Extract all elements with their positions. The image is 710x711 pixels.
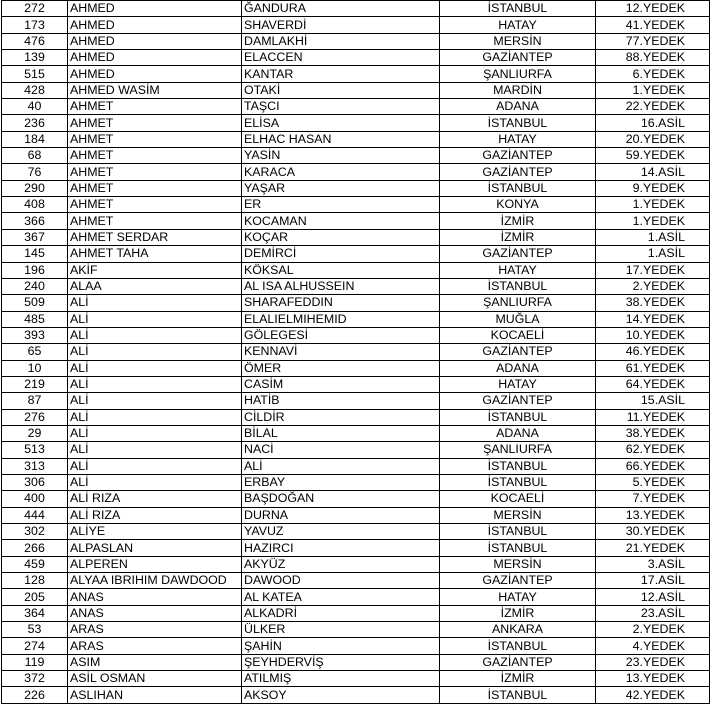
- surname-cell: ELİSA: [242, 115, 440, 131]
- result-cell: 5.YEDEK: [596, 474, 710, 490]
- city-cell: İZMİR: [440, 229, 596, 245]
- table-row: [2, 213, 710, 229]
- first-name-cell: ASİL OSMAN: [68, 671, 242, 687]
- table-row: [2, 425, 710, 441]
- first-name-cell: ALAA: [68, 278, 242, 294]
- applicant-number-cell: 372: [2, 671, 68, 687]
- surname-cell: SHAVERDİ: [242, 17, 440, 33]
- first-name-cell: AHMET: [68, 131, 242, 147]
- applicant-number-cell: 459: [2, 556, 68, 572]
- table-row: [2, 556, 710, 572]
- surname-cell: OTAKİ: [242, 82, 440, 98]
- city-cell: İSTANBUL: [440, 278, 596, 294]
- result-cell: 12.ASİL: [596, 589, 710, 605]
- city-cell: İZMİR: [440, 213, 596, 229]
- result-cell: 88.YEDEK: [596, 50, 710, 66]
- result-cell: 6.YEDEK: [596, 66, 710, 82]
- result-cell: 21.YEDEK: [596, 540, 710, 556]
- result-cell: 17.YEDEK: [596, 262, 710, 278]
- result-cell: 46.YEDEK: [596, 344, 710, 360]
- table-row: [2, 393, 710, 409]
- city-cell: MERSİN: [440, 33, 596, 49]
- city-cell: GAZİANTEP: [440, 573, 596, 589]
- result-cell: 16.ASİL: [596, 115, 710, 131]
- table-row: [2, 638, 710, 654]
- surname-cell: ALİ: [242, 458, 440, 474]
- city-cell: MERSİN: [440, 507, 596, 523]
- surname-cell: DEMİRCİ: [242, 246, 440, 262]
- result-cell: 15.ASİL: [596, 393, 710, 409]
- surname-cell: KARACA: [242, 164, 440, 180]
- applicant-number-cell: 366: [2, 213, 68, 229]
- result-cell: 7.YEDEK: [596, 491, 710, 507]
- first-name-cell: AHMET: [68, 99, 242, 115]
- table-row: [2, 164, 710, 180]
- first-name-cell: ALYAA IBRIHIM DAWDOOD: [68, 573, 242, 589]
- first-name-cell: AKİF: [68, 262, 242, 278]
- surname-cell: CİLDİR: [242, 409, 440, 425]
- surname-cell: KOÇAR: [242, 229, 440, 245]
- results-table: [1, 0, 710, 704]
- table-row: [2, 278, 710, 294]
- applicant-number-cell: 196: [2, 262, 68, 278]
- first-name-cell: ALİ: [68, 376, 242, 392]
- table-row: [2, 540, 710, 556]
- table-row: [2, 458, 710, 474]
- table-row: [2, 246, 710, 262]
- result-cell: 38.YEDEK: [596, 425, 710, 441]
- city-cell: KONYA: [440, 197, 596, 213]
- applicant-number-cell: 313: [2, 458, 68, 474]
- applicant-number-cell: 408: [2, 197, 68, 213]
- table-row: [2, 327, 710, 343]
- surname-cell: SHARAFEDDIN: [242, 295, 440, 311]
- applicant-number-cell: 29: [2, 425, 68, 441]
- applicant-number-cell: 205: [2, 589, 68, 605]
- surname-cell: KOCAMAN: [242, 213, 440, 229]
- city-cell: İSTANBUL: [440, 180, 596, 196]
- applicant-number-cell: 240: [2, 278, 68, 294]
- result-cell: 1.YEDEK: [596, 197, 710, 213]
- city-cell: İZMİR: [440, 671, 596, 687]
- first-name-cell: ASLIHAN: [68, 687, 242, 703]
- city-cell: GAZİANTEP: [440, 246, 596, 262]
- first-name-cell: ALİ: [68, 311, 242, 327]
- table-row: [2, 344, 710, 360]
- first-name-cell: ALİ: [68, 442, 242, 458]
- applicant-number-cell: 10: [2, 360, 68, 376]
- surname-cell: ŞEYHDERVİŞ: [242, 654, 440, 670]
- applicant-number-cell: 400: [2, 491, 68, 507]
- first-name-cell: ALİ: [68, 458, 242, 474]
- applicant-number-cell: 515: [2, 66, 68, 82]
- surname-cell: GÖLEGESİ: [242, 327, 440, 343]
- surname-cell: DAMLAKHİ: [242, 33, 440, 49]
- first-name-cell: AHMED: [68, 66, 242, 82]
- city-cell: MARDİN: [440, 82, 596, 98]
- surname-cell: ALKADRİ: [242, 605, 440, 621]
- applicant-number-cell: 145: [2, 246, 68, 262]
- table-row: [2, 66, 710, 82]
- first-name-cell: ANAS: [68, 589, 242, 605]
- table-row: [2, 671, 710, 687]
- results-table-body: [2, 1, 710, 704]
- applicant-number-cell: 290: [2, 180, 68, 196]
- applicant-number-cell: 40: [2, 99, 68, 115]
- surname-cell: DURNA: [242, 507, 440, 523]
- first-name-cell: AHMED WASİM: [68, 82, 242, 98]
- city-cell: İSTANBUL: [440, 638, 596, 654]
- result-cell: 38.YEDEK: [596, 295, 710, 311]
- applicant-number-cell: 274: [2, 638, 68, 654]
- first-name-cell: AHMET SERDAR: [68, 229, 242, 245]
- result-cell: 59.YEDEK: [596, 148, 710, 164]
- result-cell: 10.YEDEK: [596, 327, 710, 343]
- surname-cell: ERBAY: [242, 474, 440, 490]
- table-row: [2, 507, 710, 523]
- table-row: [2, 82, 710, 98]
- city-cell: İSTANBUL: [440, 115, 596, 131]
- city-cell: İSTANBUL: [440, 474, 596, 490]
- city-cell: İSTANBUL: [440, 687, 596, 703]
- result-cell: 1.ASİL: [596, 229, 710, 245]
- city-cell: GAZİANTEP: [440, 164, 596, 180]
- result-cell: 22.YEDEK: [596, 99, 710, 115]
- result-cell: 3.ASİL: [596, 556, 710, 572]
- applicant-number-cell: 65: [2, 344, 68, 360]
- result-cell: 1.ASİL: [596, 246, 710, 262]
- surname-cell: YASİN: [242, 148, 440, 164]
- city-cell: HATAY: [440, 17, 596, 33]
- first-name-cell: ALİ: [68, 425, 242, 441]
- city-cell: HATAY: [440, 589, 596, 605]
- table-row: [2, 409, 710, 425]
- applicant-number-cell: 428: [2, 82, 68, 98]
- result-cell: 1.YEDEK: [596, 213, 710, 229]
- surname-cell: YAŞAR: [242, 180, 440, 196]
- first-name-cell: AHMET TAHA: [68, 246, 242, 262]
- result-cell: 20.YEDEK: [596, 131, 710, 147]
- applicant-number-cell: 76: [2, 164, 68, 180]
- applicant-number-cell: 184: [2, 131, 68, 147]
- city-cell: İSTANBUL: [440, 409, 596, 425]
- result-cell: 1.YEDEK: [596, 82, 710, 98]
- table-row: [2, 605, 710, 621]
- first-name-cell: ALPASLAN: [68, 540, 242, 556]
- first-name-cell: ALİ: [68, 393, 242, 409]
- applicant-number-cell: 236: [2, 115, 68, 131]
- result-cell: 77.YEDEK: [596, 33, 710, 49]
- applicant-number-cell: 87: [2, 393, 68, 409]
- city-cell: KOCAELİ: [440, 327, 596, 343]
- result-cell: 11.YEDEK: [596, 409, 710, 425]
- applicant-number-cell: 476: [2, 33, 68, 49]
- result-cell: 13.YEDEK: [596, 671, 710, 687]
- first-name-cell: AHMET: [68, 148, 242, 164]
- applicant-number-cell: 302: [2, 524, 68, 540]
- first-name-cell: ALİ: [68, 344, 242, 360]
- first-name-cell: AHMED: [68, 33, 242, 49]
- table-row: [2, 180, 710, 196]
- result-cell: 23.ASİL: [596, 605, 710, 621]
- applicant-number-cell: 119: [2, 654, 68, 670]
- city-cell: ŞANLIURFA: [440, 66, 596, 82]
- applicant-number-cell: 485: [2, 311, 68, 327]
- surname-cell: AKYÜZ: [242, 556, 440, 572]
- first-name-cell: ALİ: [68, 295, 242, 311]
- applicant-number-cell: 173: [2, 17, 68, 33]
- table-row: [2, 474, 710, 490]
- table-row: [2, 311, 710, 327]
- result-cell: 12.YEDEK: [596, 1, 710, 17]
- surname-cell: ÖMER: [242, 360, 440, 376]
- applicant-number-cell: 128: [2, 573, 68, 589]
- city-cell: ŞANLIURFA: [440, 295, 596, 311]
- result-cell: 14.ASİL: [596, 164, 710, 180]
- applicant-number-cell: 219: [2, 376, 68, 392]
- table-row: [2, 376, 710, 392]
- surname-cell: AL ISA ALHUSSEIN: [242, 278, 440, 294]
- surname-cell: BİLAL: [242, 425, 440, 441]
- result-cell: 23.YEDEK: [596, 654, 710, 670]
- table-row: [2, 131, 710, 147]
- result-cell: 41.YEDEK: [596, 17, 710, 33]
- city-cell: İSTANBUL: [440, 458, 596, 474]
- applicant-number-cell: 226: [2, 687, 68, 703]
- result-cell: 64.YEDEK: [596, 376, 710, 392]
- first-name-cell: ARAS: [68, 638, 242, 654]
- first-name-cell: AHMED: [68, 50, 242, 66]
- first-name-cell: ALİ: [68, 327, 242, 343]
- applicant-number-cell: 276: [2, 409, 68, 425]
- result-cell: 42.YEDEK: [596, 687, 710, 703]
- table-row: [2, 17, 710, 33]
- city-cell: ADANA: [440, 360, 596, 376]
- table-row: [2, 295, 710, 311]
- table-row: [2, 622, 710, 638]
- table-row: [2, 1, 710, 17]
- city-cell: ADANA: [440, 425, 596, 441]
- result-cell: 14.YEDEK: [596, 311, 710, 327]
- first-name-cell: ALPEREN: [68, 556, 242, 572]
- city-cell: MUĞLA: [440, 311, 596, 327]
- city-cell: İSTANBUL: [440, 1, 596, 17]
- surname-cell: ATILMIŞ: [242, 671, 440, 687]
- first-name-cell: AHMET: [68, 164, 242, 180]
- first-name-cell: AHMET: [68, 115, 242, 131]
- surname-cell: TAŞCI: [242, 99, 440, 115]
- table-row: [2, 654, 710, 670]
- first-name-cell: ARAS: [68, 622, 242, 638]
- surname-cell: KENNAVİ: [242, 344, 440, 360]
- table-row: [2, 262, 710, 278]
- city-cell: GAZİANTEP: [440, 393, 596, 409]
- first-name-cell: ASIM: [68, 654, 242, 670]
- surname-cell: ELALIELMIHEMID: [242, 311, 440, 327]
- first-name-cell: ALİ RIZA: [68, 507, 242, 523]
- surname-cell: KÖKSAL: [242, 262, 440, 278]
- table-row: [2, 573, 710, 589]
- city-cell: HATAY: [440, 262, 596, 278]
- city-cell: MERSİN: [440, 556, 596, 572]
- table-row: [2, 442, 710, 458]
- city-cell: İZMİR: [440, 605, 596, 621]
- surname-cell: ÜLKER: [242, 622, 440, 638]
- table-row: [2, 115, 710, 131]
- applicant-number-cell: 266: [2, 540, 68, 556]
- surname-cell: HAZIRCI: [242, 540, 440, 556]
- surname-cell: NACİ: [242, 442, 440, 458]
- applicant-number-cell: 139: [2, 50, 68, 66]
- surname-cell: ELHAC HASAN: [242, 131, 440, 147]
- applicant-number-cell: 393: [2, 327, 68, 343]
- city-cell: ADANA: [440, 99, 596, 115]
- city-cell: GAZİANTEP: [440, 654, 596, 670]
- table-row: [2, 687, 710, 703]
- first-name-cell: ALİ RIZA: [68, 491, 242, 507]
- first-name-cell: AHMET: [68, 197, 242, 213]
- applicant-number-cell: 364: [2, 605, 68, 621]
- table-row: [2, 229, 710, 245]
- city-cell: KOCAELİ: [440, 491, 596, 507]
- surname-cell: ŞAHİN: [242, 638, 440, 654]
- table-row: [2, 33, 710, 49]
- result-cell: 62.YEDEK: [596, 442, 710, 458]
- table-row: [2, 99, 710, 115]
- table-row: [2, 148, 710, 164]
- first-name-cell: ANAS: [68, 605, 242, 621]
- result-cell: 4.YEDEK: [596, 638, 710, 654]
- applicant-number-cell: 272: [2, 1, 68, 17]
- city-cell: İSTANBUL: [440, 524, 596, 540]
- first-name-cell: ALİ: [68, 409, 242, 425]
- surname-cell: ĞANDURA: [242, 1, 440, 17]
- first-name-cell: ALİYE: [68, 524, 242, 540]
- surname-cell: BAŞDOĞAN: [242, 491, 440, 507]
- applicant-number-cell: 367: [2, 229, 68, 245]
- result-cell: 9.YEDEK: [596, 180, 710, 196]
- surname-cell: AKSOY: [242, 687, 440, 703]
- city-cell: ANKARA: [440, 622, 596, 638]
- city-cell: İSTANBUL: [440, 540, 596, 556]
- applicant-number-cell: 509: [2, 295, 68, 311]
- result-cell: 66.YEDEK: [596, 458, 710, 474]
- first-name-cell: ALİ: [68, 360, 242, 376]
- city-cell: HATAY: [440, 131, 596, 147]
- first-name-cell: AHMET: [68, 180, 242, 196]
- surname-cell: AL KATEA: [242, 589, 440, 605]
- table-row: [2, 491, 710, 507]
- city-cell: HATAY: [440, 376, 596, 392]
- result-cell: 2.YEDEK: [596, 278, 710, 294]
- table-row: [2, 197, 710, 213]
- city-cell: GAZİANTEP: [440, 344, 596, 360]
- table-row: [2, 589, 710, 605]
- city-cell: ŞANLIURFA: [440, 442, 596, 458]
- applicant-number-cell: 53: [2, 622, 68, 638]
- applicant-number-cell: 444: [2, 507, 68, 523]
- applicant-number-cell: 306: [2, 474, 68, 490]
- surname-cell: ELACCEN: [242, 50, 440, 66]
- first-name-cell: ALİ: [68, 474, 242, 490]
- result-cell: 2.YEDEK: [596, 622, 710, 638]
- table-row: [2, 50, 710, 66]
- result-cell: 17.ASİL: [596, 573, 710, 589]
- surname-cell: DAWOOD: [242, 573, 440, 589]
- applicant-number-cell: 513: [2, 442, 68, 458]
- city-cell: GAZİANTEP: [440, 148, 596, 164]
- first-name-cell: AHMET: [68, 213, 242, 229]
- surname-cell: CASİM: [242, 376, 440, 392]
- surname-cell: ER: [242, 197, 440, 213]
- surname-cell: KANTAR: [242, 66, 440, 82]
- applicant-number-cell: 68: [2, 148, 68, 164]
- first-name-cell: AHMED: [68, 17, 242, 33]
- first-name-cell: AHMED: [68, 1, 242, 17]
- surname-cell: HATİB: [242, 393, 440, 409]
- result-cell: 13.YEDEK: [596, 507, 710, 523]
- table-row: [2, 360, 710, 376]
- surname-cell: YAVUZ: [242, 524, 440, 540]
- result-cell: 61.YEDEK: [596, 360, 710, 376]
- result-cell: 30.YEDEK: [596, 524, 710, 540]
- table-row: [2, 524, 710, 540]
- city-cell: GAZİANTEP: [440, 50, 596, 66]
